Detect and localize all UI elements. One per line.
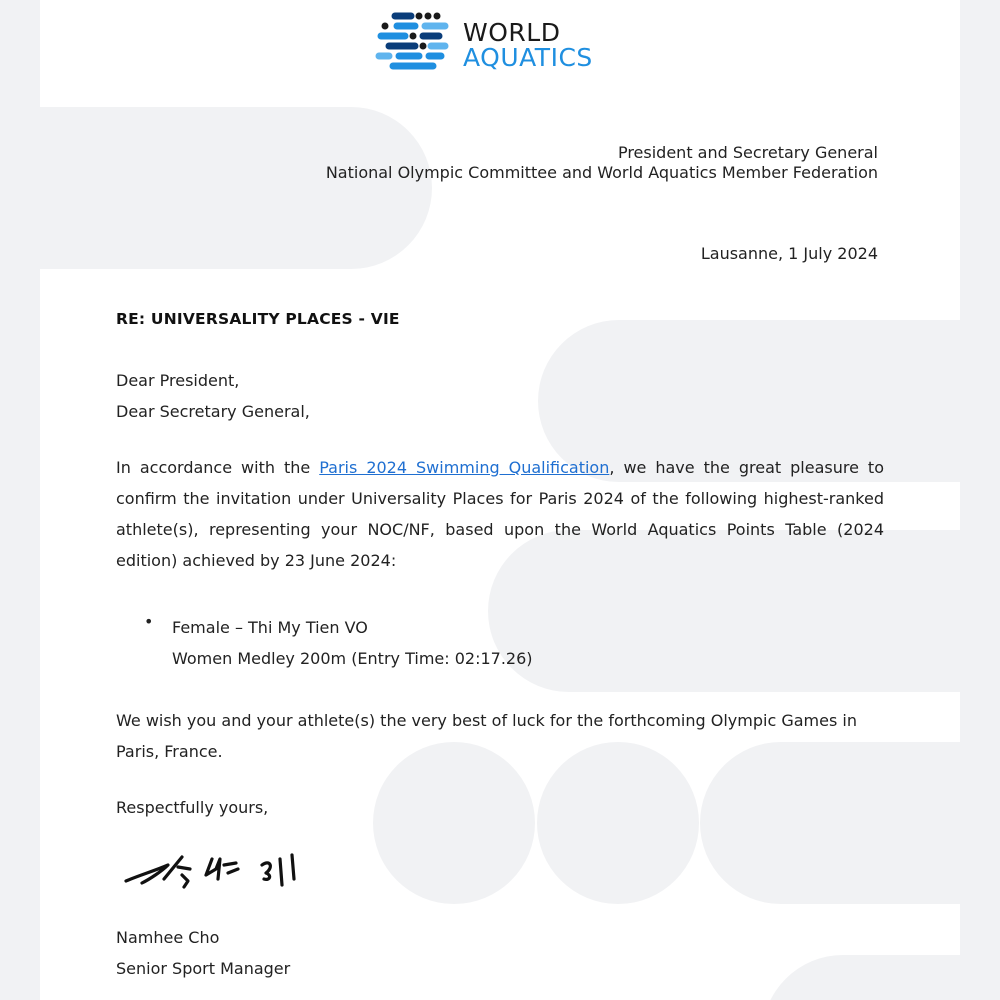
- addressee-line-2: National Olympic Committee and World Aquatics Member Federation: [325, 163, 878, 182]
- body-paragraph-1: [116, 452, 884, 576]
- signer-name: Namhee Cho: [116, 928, 220, 947]
- salutation: [116, 365, 884, 427]
- world-aquatics-logo-icon: [375, 10, 455, 80]
- logo-word-world: WORLD: [463, 18, 561, 47]
- signer-title: Senior Sport Manager: [116, 959, 291, 978]
- bg-shape-top-left: [40, 107, 432, 269]
- qualification-link[interactable]: Paris 2024 Swimming Qualification: [319, 458, 610, 477]
- body-paragraph-2: We wish you and your athlete(s) the very best of luck for the forthcoming Olympic Games in Paris, France.: [116, 711, 857, 761]
- bullet-marker: •: [144, 612, 154, 631]
- para1-prefix: In accordance with the: [116, 458, 320, 477]
- world-aquatics-logo: [375, 10, 635, 80]
- addressee-line-1: President and Secretary General: [617, 143, 878, 162]
- letter-page: [40, 0, 960, 1000]
- subject-line: RE: UNIVERSALITY PLACES - VIE: [116, 310, 400, 328]
- logo-word-aquatics: AQUATICS: [463, 43, 593, 72]
- athlete-event: Women Medley 200m (Entry Time: 02:17.26): [172, 649, 533, 668]
- handwritten-signature: [120, 845, 320, 895]
- addressee-block: [326, 143, 878, 183]
- athlete-list-item: [172, 612, 533, 674]
- salutation-line-2: Dear Secretary General,: [116, 402, 310, 421]
- closing-line: Respectfully yours,: [116, 798, 269, 817]
- signer-block: [116, 922, 884, 984]
- date-line: Lausanne, 1 July 2024: [700, 244, 878, 263]
- salutation-line-1: Dear President,: [116, 371, 240, 390]
- athlete-name: Female – Thi My Tien VO: [172, 618, 368, 637]
- para1-suffix: , we have the great pleasure to confirm the invitation under Universality Places for Paris 2024 of the following highest-ranked athlete(s), representing your NOC/NF, based upon the World Aquatics Points Table (2024 edition) achieved by 23 June 2024:: [116, 458, 884, 570]
